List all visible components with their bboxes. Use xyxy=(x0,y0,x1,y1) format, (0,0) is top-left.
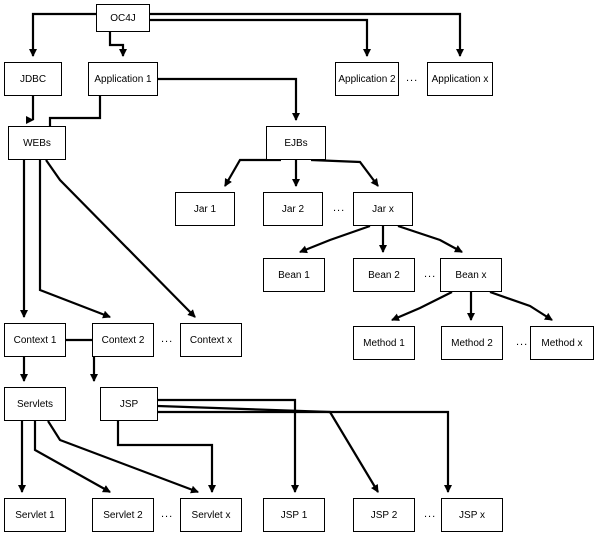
ellipsis-servlets: ... xyxy=(161,508,174,520)
node-application-2[interactable]: Application 2 xyxy=(335,62,399,96)
ellipsis-methods: ... xyxy=(516,336,529,348)
node-webs[interactable]: WEBs xyxy=(8,126,66,160)
ellipsis-jars: ... xyxy=(333,202,346,214)
node-context-1[interactable]: Context 1 xyxy=(4,323,66,357)
node-jar-2[interactable]: Jar 2 xyxy=(263,192,323,226)
node-servlet-x[interactable]: Servlet x xyxy=(180,498,242,532)
node-servlets[interactable]: Servlets xyxy=(4,387,66,421)
node-jsp-1[interactable]: JSP 1 xyxy=(263,498,325,532)
ellipsis-jsps: ... xyxy=(424,508,437,520)
node-application-1[interactable]: Application 1 xyxy=(88,62,158,96)
node-context-x[interactable]: Context x xyxy=(180,323,242,357)
node-method-2[interactable]: Method 2 xyxy=(441,326,503,360)
node-servlet-1[interactable]: Servlet 1 xyxy=(4,498,66,532)
node-jsp-x[interactable]: JSP x xyxy=(441,498,503,532)
node-servlet-2[interactable]: Servlet 2 xyxy=(92,498,154,532)
node-bean-1[interactable]: Bean 1 xyxy=(263,258,325,292)
node-context-2[interactable]: Context 2 xyxy=(92,323,154,357)
node-method-x[interactable]: Method x xyxy=(530,326,594,360)
node-bean-x[interactable]: Bean x xyxy=(440,258,502,292)
node-ejbs[interactable]: EJBs xyxy=(266,126,326,160)
node-jdbc[interactable]: JDBC xyxy=(4,62,62,96)
node-jsp[interactable]: JSP xyxy=(100,387,158,421)
ellipsis-contexts: ... xyxy=(161,333,174,345)
ellipsis-beans: ... xyxy=(424,268,437,280)
node-bean-2[interactable]: Bean 2 xyxy=(353,258,415,292)
ellipsis-applications: ... xyxy=(406,72,419,84)
node-jar-x[interactable]: Jar x xyxy=(353,192,413,226)
node-jsp-2[interactable]: JSP 2 xyxy=(353,498,415,532)
node-oc4j[interactable]: OC4J xyxy=(96,4,150,32)
node-method-1[interactable]: Method 1 xyxy=(353,326,415,360)
node-application-x[interactable]: Application x xyxy=(427,62,493,96)
node-jar-1[interactable]: Jar 1 xyxy=(175,192,235,226)
